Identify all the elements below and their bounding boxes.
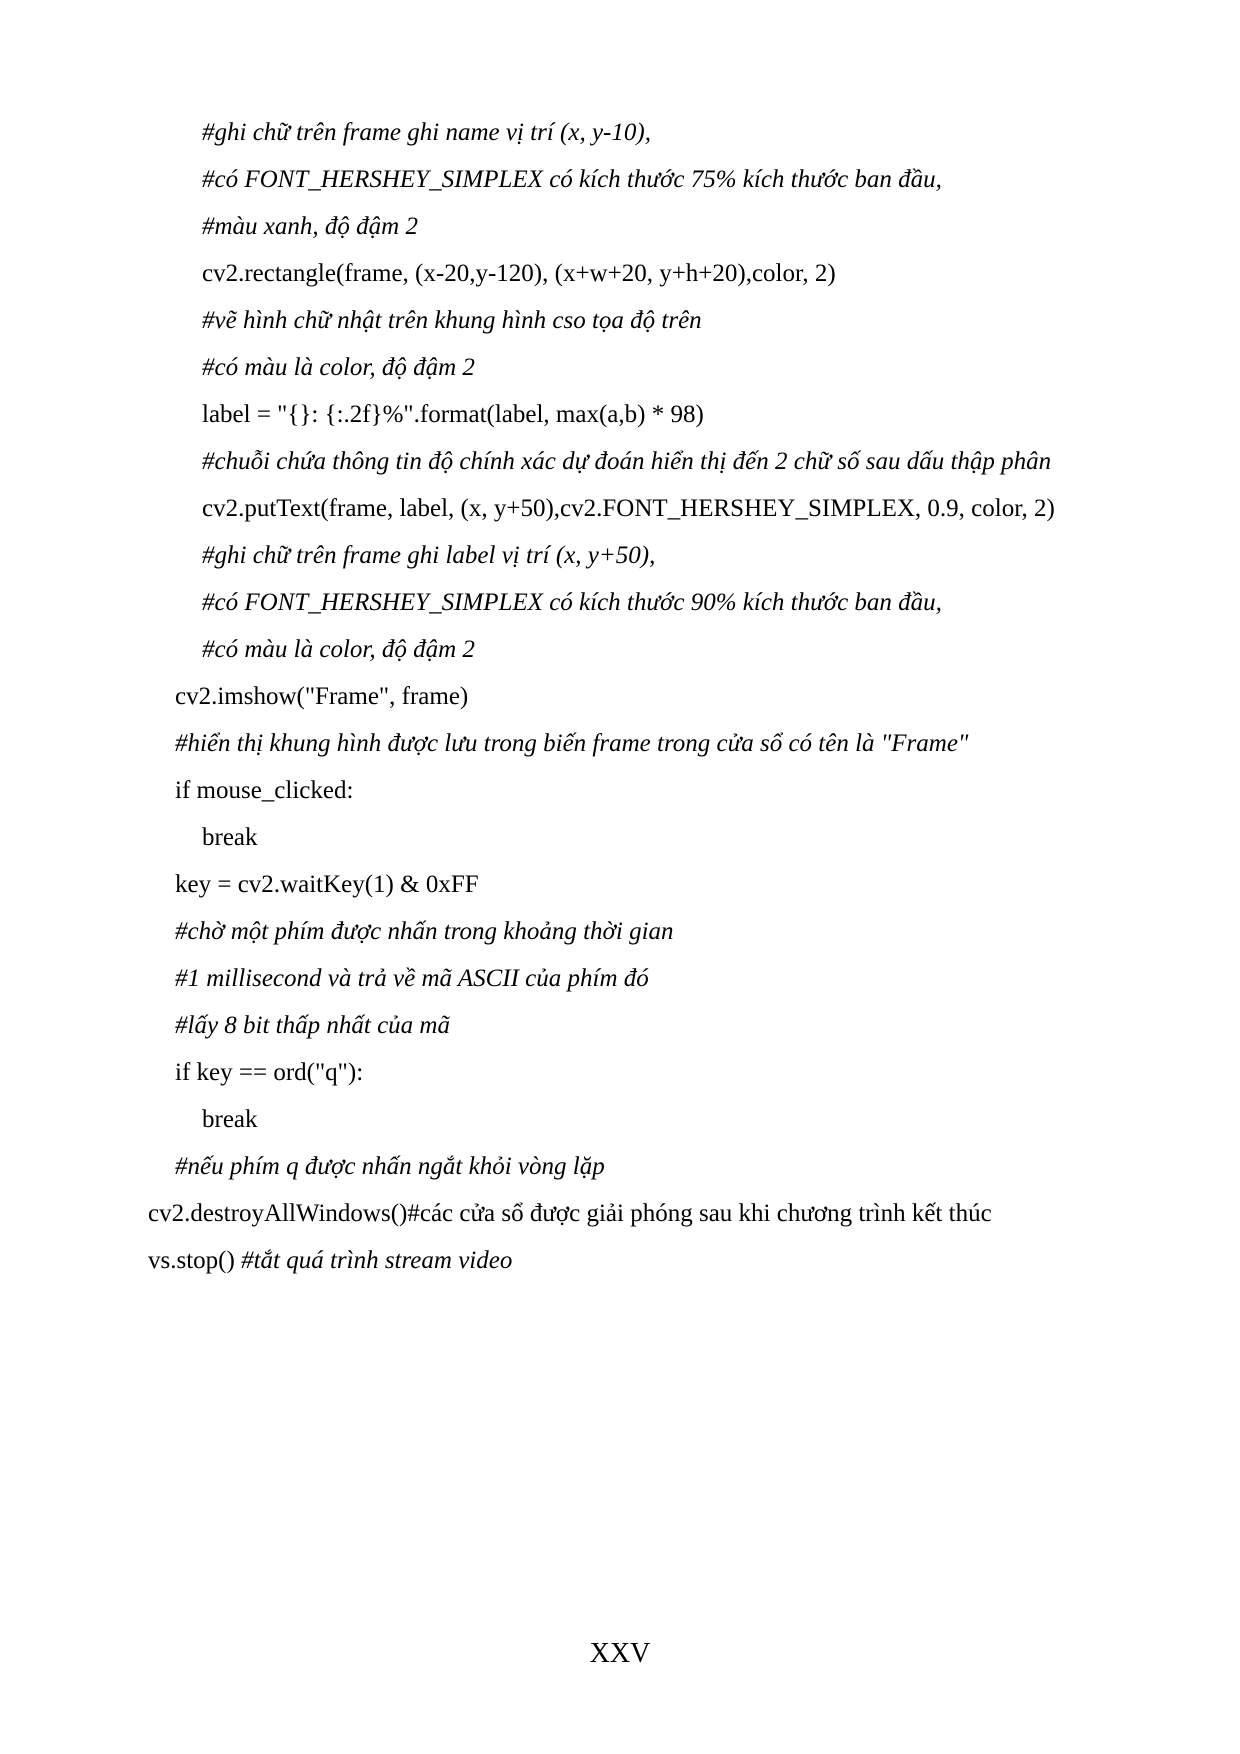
code-line [202,541,655,571]
code-line [202,118,651,148]
code-line: label = "{}: {:.2f}%".format(label, max(a,b) * 98) [202,401,704,428]
code-line: cv2.rectangle(frame, (x-20,y-120), (x+w+20, y+h+20),color, 2) [202,260,836,287]
code-line [175,729,968,759]
code-comment: #tắt quá trình stream video [241,1247,513,1274]
code-comment: #vẽ hình chữ nhật trên khung hình cso tọa độ trên [202,307,702,334]
code-comment: #hiển thị khung hình được lưu trong biến frame trong cửa sổ có tên là "Frame" [175,730,969,757]
code-line [202,306,702,336]
code-line: vs.stop() #tắt quá trình stream video [148,1247,513,1274]
code-line [175,917,674,947]
code-line [202,447,1051,477]
code-line [202,588,942,618]
code-line [202,212,418,242]
code-comment: #có FONT_HERSHEY_SIMPLEX có kích thước 75% kích thước ban đầu, [202,166,942,193]
code-comment: #ghi chữ trên frame ghi label vị trí (x, y+50), [202,542,656,569]
code-line [202,353,475,383]
code-comment: #chờ một phím được nhấn trong khoảng thời gian [175,918,674,945]
code-line: break [202,1106,258,1133]
code-comment: #1 millisecond và trả về mã ASCII của phím đó [175,965,649,992]
code-line: cv2.destroyAllWindows()#các cửa sổ được giải phóng sau khi chương trình kết thúc [148,1200,992,1227]
code-line [175,1152,605,1182]
page-number: XXV [589,1638,651,1669]
code-comment: #chuỗi chứa thông tin độ chính xác dự đoán hiển thị đến 2 chữ số sau dấu thập phân [202,448,1052,475]
code-comment: #có FONT_HERSHEY_SIMPLEX có kích thước 90% kích thước ban đầu, [202,589,942,616]
code-comment: #ghi chữ trên frame ghi name vị trí (x, y-10), [202,119,651,146]
code-comment: #nếu phím q được nhấn ngắt khỏi vòng lặp [175,1153,605,1180]
code-line: cv2.imshow("Frame", frame) [175,683,469,710]
code-comment: #lấy 8 bit thấp nhất của mã [175,1012,450,1039]
code-comment: #có màu là color, độ đậm 2 [202,636,475,663]
code-line [202,635,475,665]
code-comment: #có màu là color, độ đậm 2 [202,354,475,381]
code-comment: #màu xanh, độ đậm 2 [202,213,418,240]
code-line: break [202,824,258,851]
code-line: if key == ord("q"): [175,1059,364,1086]
code-line: key = cv2.waitKey(1) & 0xFF [175,871,479,898]
code-line [175,964,649,994]
code-line: cv2.putText(frame, label, (x, y+50),cv2.FONT_HERSHEY_SIMPLEX, 0.9, color, 2) [202,495,1055,522]
code-line: if mouse_clicked: [175,777,354,804]
code-line [202,165,942,195]
code-line [175,1011,450,1041]
